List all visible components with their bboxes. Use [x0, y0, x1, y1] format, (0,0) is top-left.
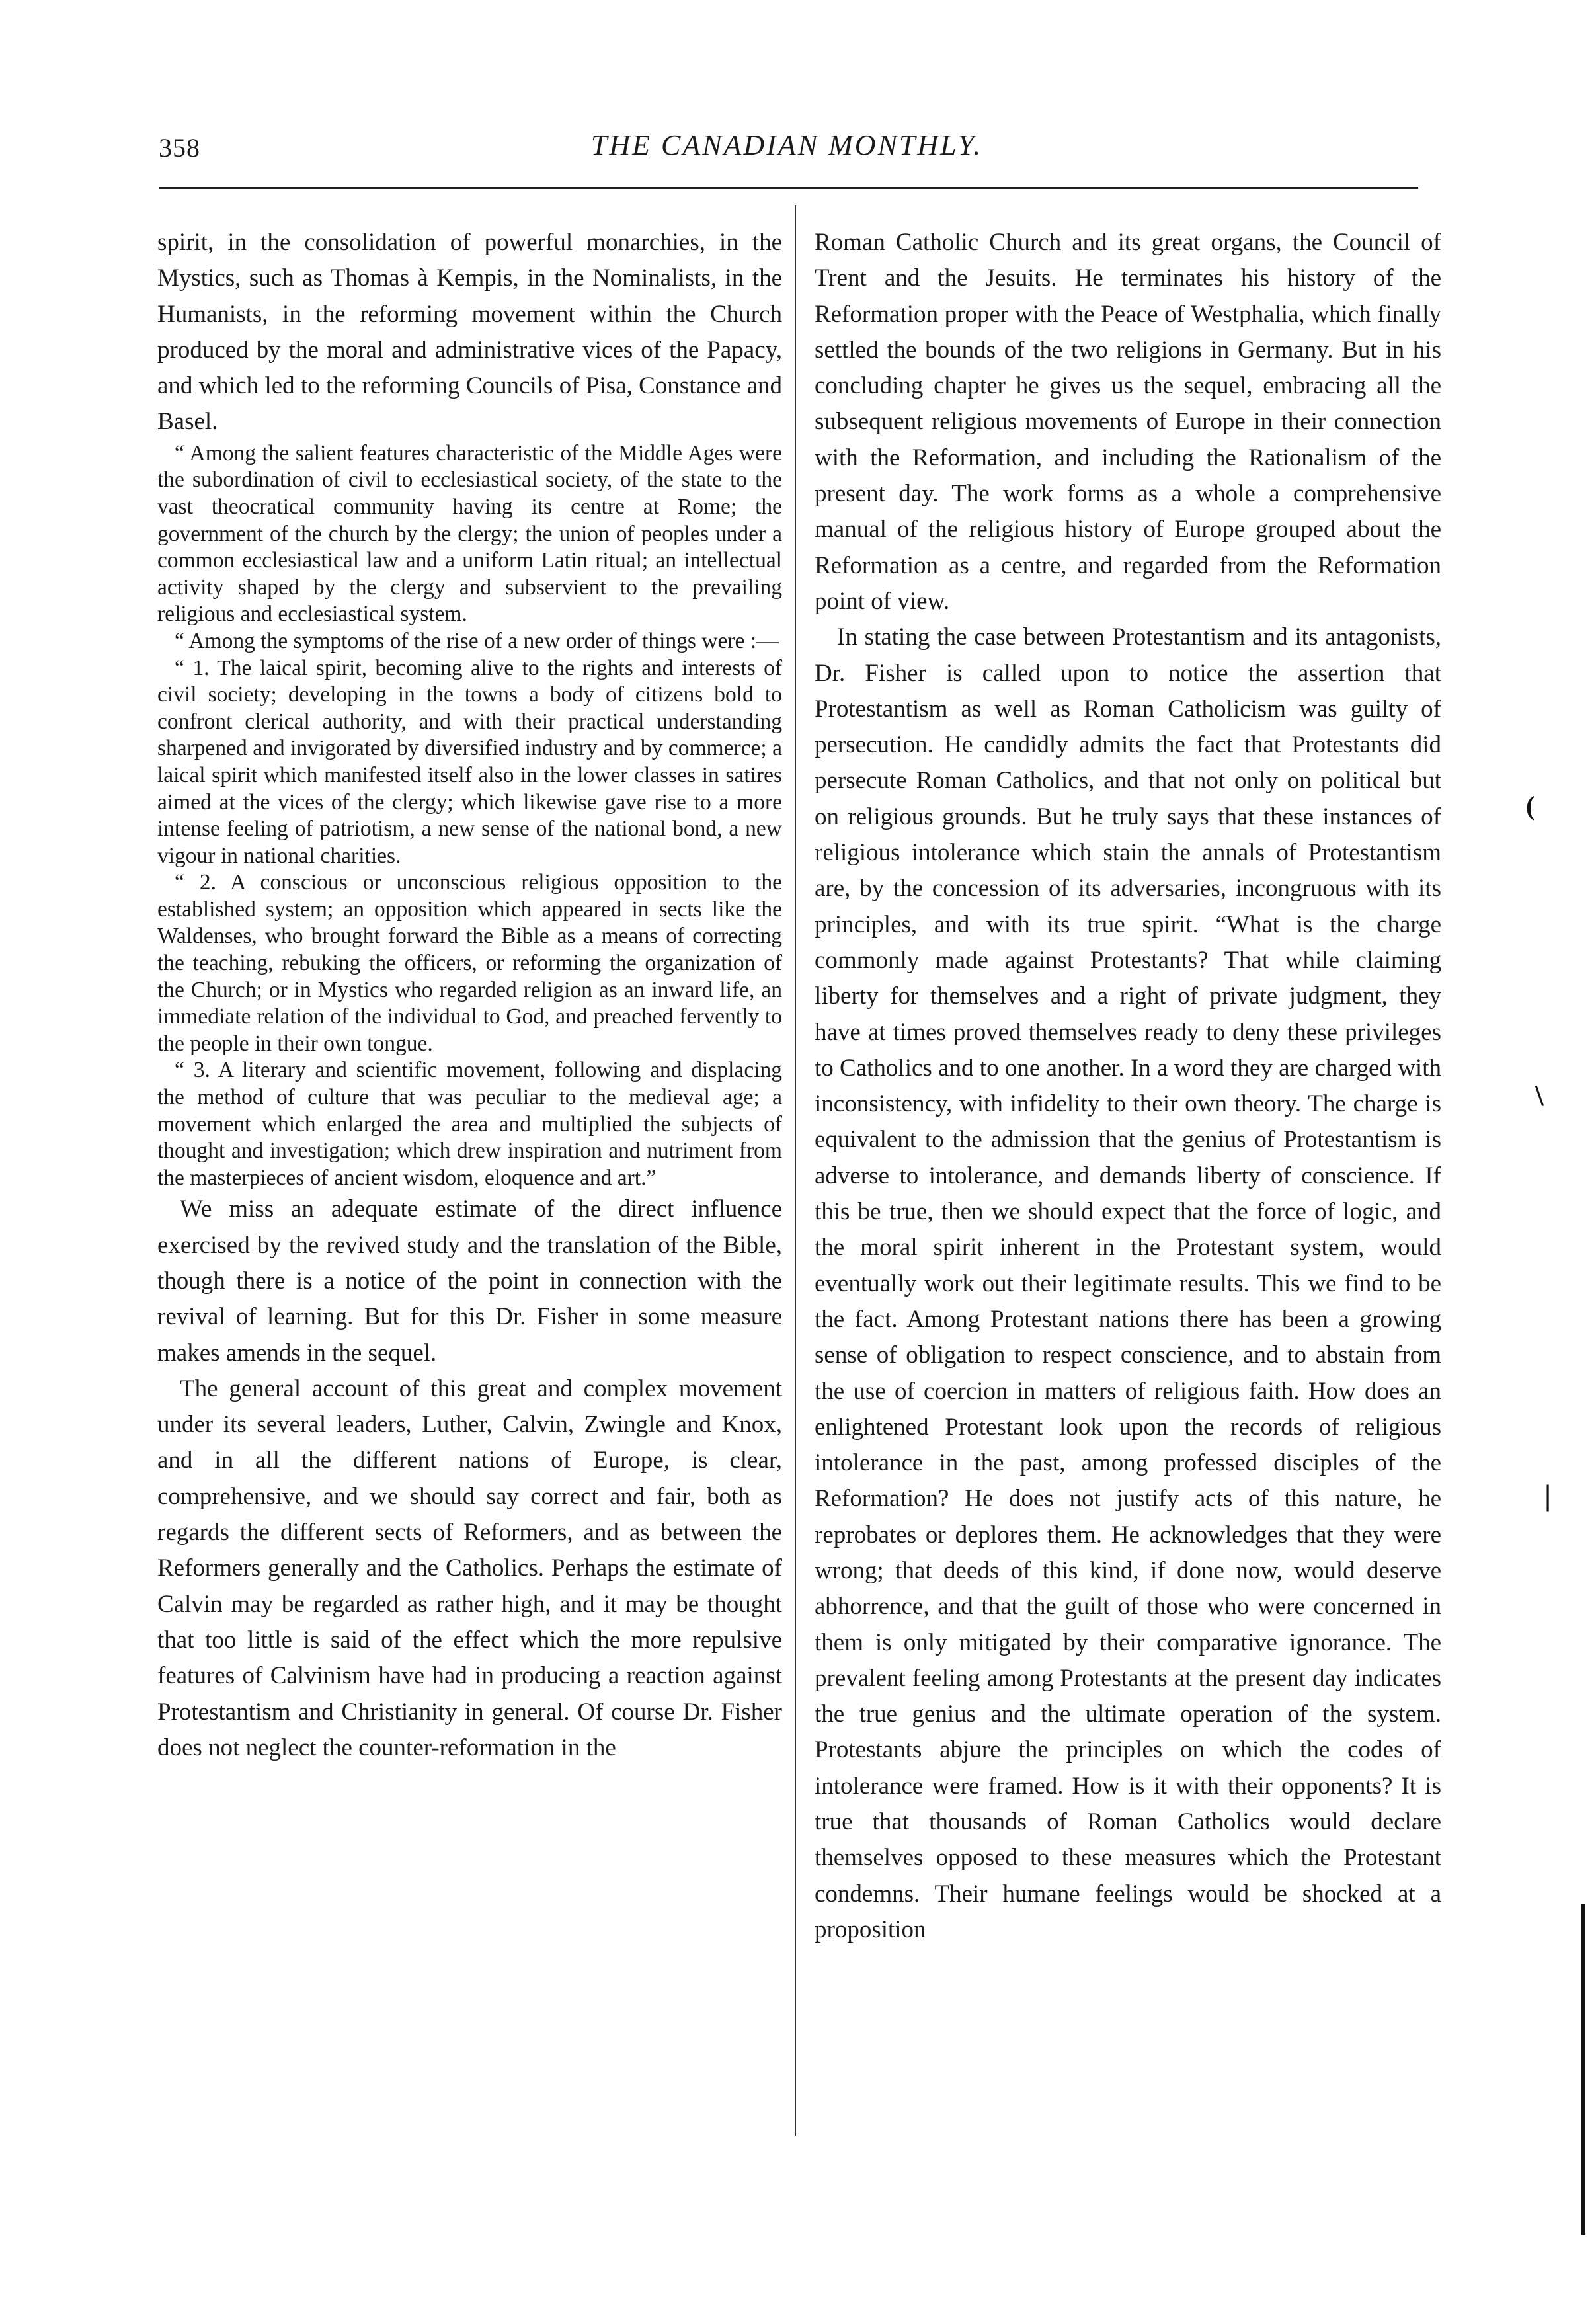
page-number: 358	[159, 133, 200, 163]
paragraph: The general account of this great and complex movement under its several leaders, Luther, Calvin, Zwingle and Knox, and in all the different nations of Europe, is clear, comprehensive, and we should say correct and fair, both as regards the different sects of Reformers, and as between the Reformers generally and the Catholics. Perhaps the estimate of Calvin may be regarded as rather high, and it may be thought that too little is said of the effect which the more repulsive features of Calvinism have had in producing a reaction against Protestantism and Christianity in general. Of course Dr. Fisher does not neglect the counter-reformation in the	[157, 1375, 782, 1761]
column-divider	[795, 205, 796, 2136]
paragraph: spirit, in the consolidation of powerful monarchies, in the Mystics, such as Thomas à Kempis, in the Nominalists, in the Humanists, in the reforming movement within the Church produced by the moral and administrative vices of the Papacy, and which led to the reforming Councils of Pisa, Constance and Basel.	[157, 229, 782, 436]
scan-edge	[1581, 1904, 1585, 2235]
paragraph: We miss an adequate estimate of the direct influence exercised by the revived study and the translation of the Bible, though there is a notice of the point in connection with the revival of learning. But for this Dr. Fisher in some measure makes amends in the sequel.	[157, 1195, 782, 1367]
page-header	[159, 119, 1415, 179]
block-quote: “ Among the symptoms of the rise of a new order of things were :—	[175, 628, 779, 653]
margin-mark: (	[1526, 791, 1535, 821]
block-quote: “ Among the salient features characteristic of the Middle Ages were the subordination of civil to ecclesiastical society, of the state to the vast theocratical community having its centre at Rome; the government of the church by the clergy; the union of peoples under a common ecclesiastical law and a uniform Latin ritual; an intellectual activity shaped by the clergy and subservient to the prevailing religious and ecclesiastical system.	[157, 440, 782, 627]
margin-mark: |	[1544, 1478, 1552, 1512]
header-rule	[159, 187, 1418, 189]
block-quote: “ 3. A literary and scientific movement, following and displacing the method of culture that was peculiar to the medieval age; a movement which enlarged the area and multiplied the subjects of thought and investigation; which drew inspiration and nutriment from the masterpieces of ancient wisdom, eloquence and art.”	[157, 1058, 782, 1190]
paragraph: In stating the case between Protestantism and its antagonists, Dr. Fisher is called upon to notice the assertion that Protestantism as well as Roman Catholicism was guilty of persecution. He candidly admits the fact that Protestants did persecute Roman Catholics, and that not only on political but on religious grounds. But he truly says that these instances of religious intolerance which stain the annals of Protestantism are, by the concession of its adversaries, incongruous with its principles, and with its true spirit. “What is the charge commonly made against Protestants? That while claiming liberty for themselves and a right of private judgment, they have at times proved themselves ready to deny these privileges to Catholics and to one another. In a word they are charged with inconsistency, with infidelity to their own theory. The charge is equivalent to the admission that the genius of Protestantism is adverse to intolerance, and demands liberty of conscience. If this be true, then we should expect that the force of logic, and the moral spirit inherent in the Protestant system, would eventually work out their legitimate results. This we find to be the fact. Among Protestant nations there has been a growing sense of obligation to respect conscience, and to abstain from the use of coercion in matters of religious faith. How does an enlightened Protestant look upon the records of religious intolerance in the past, among professed disciples of the Reformation? He does not justify acts of this nature, he reprobates or deplores them. He acknowledges that they were wrong; that deeds of this kind, if done now, would deserve abhorrence, and that the guilt of those who were concerned in them is only mitigated by their comparative ignorance. The prevalent feeling among Protestants at the present day indicates the true genius and the ultimate operation of the system. Protestants abjure the principles on which the codes of intolerance were framed. How is it with their opponents? It is true that thousands of Roman Catholics would declare themselves opposed to these measures which the Protestant condemns. Their humane feelings would be shocked at a proposition	[815, 623, 1441, 1943]
paragraph: Roman Catholic Church and its great organs, the Council of Trent and the Jesuits. He terminates his history of the Reformation proper with the Peace of Westphalia, which finally settled the bounds of the two religions in Germany. But in his concluding chapter he gives us the sequel, embracing all the subsequent religious movements of Europe in their connection with the Reformation, and including the Rationalism of the present day. The work forms as a whole a comprehensive manual of the religious history of Europe grouped about the Reformation as a centre, and regarded from the Reformation point of view.	[815, 229, 1441, 615]
left-column	[157, 225, 782, 1766]
right-column	[815, 225, 1441, 1948]
block-quote: “ 1. The laical spirit, becoming alive to the rights and interests of civil society; developing in the towns a body of citizens bold to confront clerical authority, and with their practical understanding sharpened and invigorated by diversified industry and by commerce; a laical spirit which manifested itself also in the lower classes in satires aimed at the vices of the clergy; which likewise gave rise to a more intense feeling of patriotism, a new sense of the national bond, a new vigour in national charities.	[157, 655, 782, 868]
margin-mark: \	[1535, 1078, 1544, 1112]
running-title: THE CANADIAN MONTHLY.	[590, 129, 983, 161]
block-quote: “ 2. A conscious or unconscious religious opposition to the established system; an opposition which appeared in sects like the Waldenses, who brought forward the Bible as a means of correcting the teaching, rebuking the officers, or reforming the organization of the Church; or in Mystics who regarded religion as an inward life, an immediate relation of the individual to God, and preached fervently to the people in their own tongue.	[157, 870, 782, 1056]
